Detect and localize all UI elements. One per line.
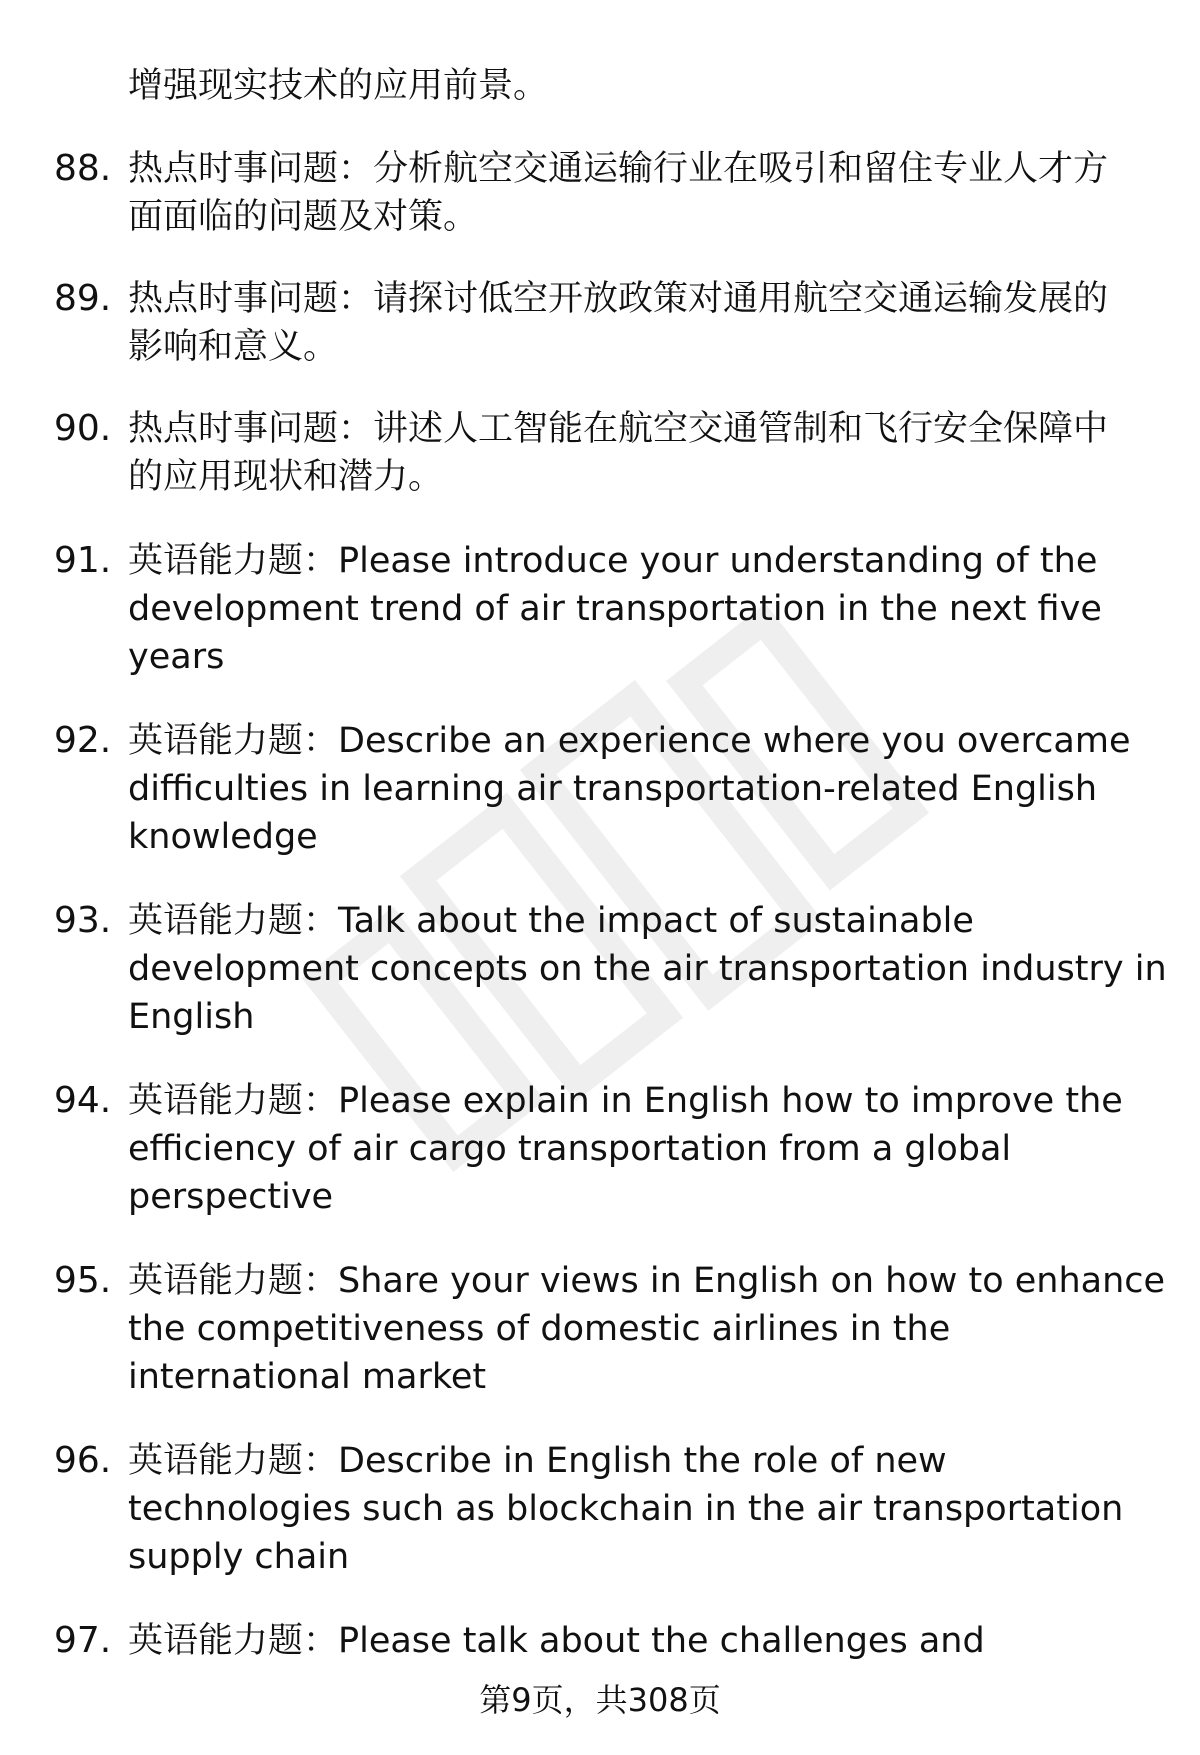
question-text-line: efficiency of air cargo transportation from a global xyxy=(128,1129,1012,1169)
question-text-line: 影响和意义。 xyxy=(128,327,339,367)
question-number: 97. xyxy=(54,1620,112,1661)
question-number: 94. xyxy=(54,1080,112,1121)
question-text-line: knowledge xyxy=(128,817,318,857)
question-number: 91. xyxy=(54,540,112,581)
question-text-line: the competitiveness of domestic airlines in the xyxy=(128,1309,951,1349)
question-text-line: 热点时事问题：请探讨低空开放政策对通用航空交通运输发展的 xyxy=(128,279,1109,319)
question-text-line: supply chain xyxy=(128,1537,350,1577)
question-number: 95. xyxy=(54,1260,112,1301)
question-text-line: 英语能力题：Describe in English the role of new xyxy=(128,1441,947,1481)
question-text-line: international market xyxy=(128,1357,487,1397)
question-text-line: development concepts on the air transportation industry in xyxy=(128,949,1167,989)
question-text-line: 英语能力题：Talk about the impact of sustainable xyxy=(128,901,974,941)
question-text-line: difficulties in learning air transportation-related English xyxy=(128,769,1098,809)
question-text-line: 热点时事问题：讲述人工智能在航空交通管制和飞行安全保障中 xyxy=(128,409,1109,449)
question-text-line: English xyxy=(128,997,255,1037)
question-number: 88. xyxy=(54,148,112,189)
question-text-line: 英语能力题：Please talk about the challenges and xyxy=(128,1621,985,1661)
question-text-line: years xyxy=(128,637,225,677)
question-text-line: 英语能力题：Please explain in English how to improve the xyxy=(128,1081,1123,1121)
question-text-line: 增强现实技术的应用前景。 xyxy=(128,66,549,106)
question-text-line: 英语能力题：Describe an experience where you overcame xyxy=(128,721,1131,761)
question-number: 89. xyxy=(54,278,112,319)
question-text-line: 面面临的问题及对策。 xyxy=(128,197,479,237)
question-number: 92. xyxy=(54,720,112,761)
question-text-line: 英语能力题：Please introduce your understanding of the xyxy=(128,541,1098,581)
question-number: 96. xyxy=(54,1440,112,1481)
question-text-line: perspective xyxy=(128,1177,334,1217)
question-text-line: 热点时事问题：分析航空交通运输行业在吸引和留住专业人才方 xyxy=(128,149,1109,189)
question-text-line: development trend of air transportation in the next five xyxy=(128,589,1102,629)
question-text-line: 的应用现状和潜力。 xyxy=(128,457,444,497)
question-number: 93. xyxy=(54,900,112,941)
question-text-line: technologies such as blockchain in the air transportation xyxy=(128,1489,1124,1529)
question-text-line: 英语能力题：Share your views in English on how to enhance xyxy=(128,1261,1166,1301)
page-number-footer: 第9页，共308页 xyxy=(479,1681,721,1719)
question-number: 90. xyxy=(54,408,112,449)
